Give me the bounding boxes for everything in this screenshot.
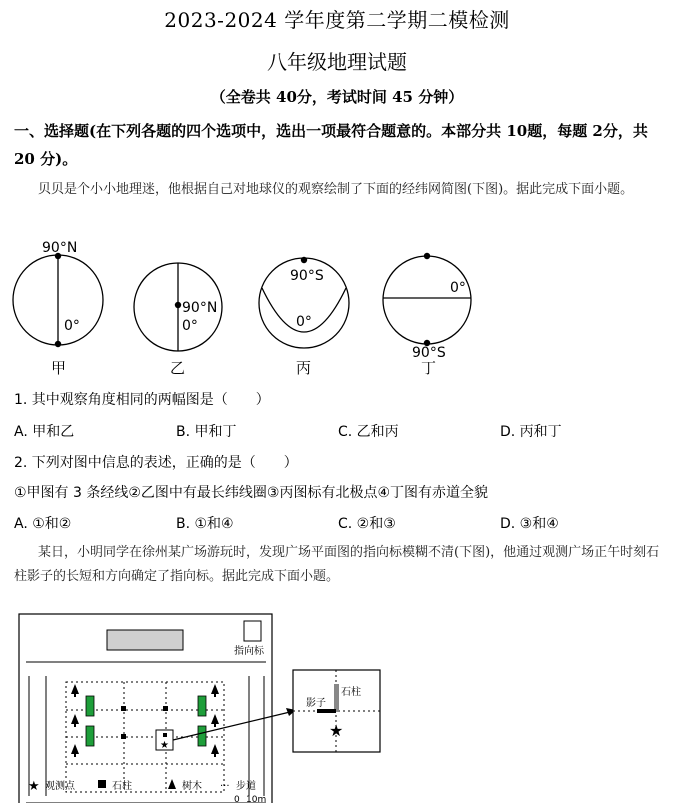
svg-text:★: ★ [160,740,169,751]
globe-ding [383,253,471,377]
svg-text:···: ··· [220,781,230,792]
exam-title: 2023-2024 学年度第二学期二模检测 [164,8,510,32]
legend-tree: 树木 [182,781,202,792]
section-heading: 一、选择题(在下列各题的四个选项中，选出一项最符合题意的。本部分共 10题，每题 2分，共 20 分)。 [14,122,648,168]
yi-label-low: 0° [182,318,198,334]
q1-option-d[interactable]: D. 丙和丁 [500,424,562,440]
inset-shadow-label: 影子 [306,698,326,709]
jia-label-mid: 0° [64,318,80,334]
svg-text:★: ★ [28,779,40,794]
svg-text:★: ★ [329,721,344,740]
bing-label-low: 0° [296,314,312,330]
q1-option-c[interactable]: C. 乙和丙 [338,424,399,440]
bing-label-top: 90°S [290,268,324,284]
globe-figures [0,236,674,381]
globe-yi [134,263,222,377]
jia-name: 甲 [51,359,67,377]
yi-name: 乙 [170,359,186,377]
compass-box [244,621,261,641]
plaza-map [0,606,400,803]
exam-info: （全卷共 40分，考试时间 45 分钟） [210,88,464,106]
ding-name: 丁 [421,359,437,377]
compass-label: 指向标 [234,646,264,657]
exam-subject: 八年级地理试题 [267,50,407,74]
q2-option-a[interactable]: A. ①和② [14,516,72,532]
scale-zero: 0 [234,795,240,803]
globe-jia [13,240,103,377]
q2-option-d[interactable]: D. ③和④ [500,516,559,532]
q1-option-b[interactable]: B. 甲和丁 [176,424,237,440]
bing-name: 丙 [296,359,312,377]
q2-statements: ①甲图有 3 条经线②乙图中有最长纬线圈③丙图标有北极点④丁图有赤道全貌 [14,485,489,501]
q2-option-b[interactable]: B. ①和④ [176,516,234,532]
ding-label-mid: 0° [450,280,466,296]
q1-stem: 1. 其中观察角度相同的两幅图是（ ） [14,392,270,408]
yi-label-mid: 90°N [182,300,218,316]
intro-paragraph-2: 某日，小明同学在徐州某广场游玩时，发现广场平面图的指向标模糊不清(下图)，他通过观测广场正午时刻石柱影子的长短和方向确定了指向标。据此完成下面小题。 [14,545,660,584]
q2-stem: 2. 下列对图中信息的表述，正确的是（ ） [14,455,298,471]
legend-path: 步道 [236,781,256,792]
scale-end: 10m [246,795,267,803]
inset-pillar-label: 石柱 [341,687,361,698]
intro-paragraph-1: 贝贝是个小小地理迷，他根据自己对地球仪的观察绘制了下面的经纬网简图(下图)。据此完成下面小题。 [38,182,634,197]
legend-observe: 观测点 [45,781,75,792]
q2-option-c[interactable]: C. ②和③ [338,516,396,532]
q1-option-a[interactable]: A. 甲和乙 [14,424,75,440]
globe-bing [259,257,349,377]
jia-label-top: 90°N [42,240,78,256]
legend-pillar: 石柱 [112,781,132,792]
ding-label-bottom: 90°S [412,345,446,361]
